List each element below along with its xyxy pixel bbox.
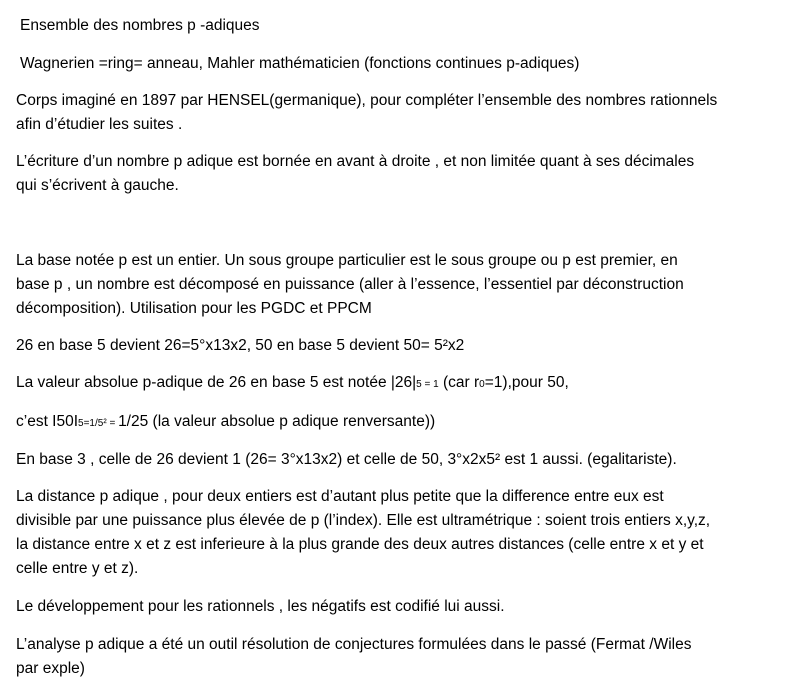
text-line: Corps imaginé en 1897 par HENSEL(germanique), pour compléter l’ensemble des nombres rationnels [16,92,718,109]
abs50-text: c’est I50I [16,413,79,430]
text-line: L’analyse p adique a été un outil résolution de conjectures formulées dans le passé (Fermat /Wiles [16,636,692,653]
abs26-subscript-2: 0 [479,379,485,390]
abs26-text: La valeur absolue p-adique de 26 en base 5 est notée |26| [16,374,417,391]
heading-line: Ensemble des nombres p -adiques [20,17,260,34]
text-line: L’écriture d’un nombre p adique est bornée en avant à droite , et non limitée quant à ses décimales [16,153,695,170]
text-line: 26 en base 5 devient 26=5°x13x2, 50 en base 5 devient 50= 5²x2 [16,337,465,354]
text-line: base p , un nombre est décomposé en puissance (aller à l’essence, l’essentiel par déconstruction [16,276,684,293]
text-line: La distance p adique , pour deux entiers est d’autant plus petite que la difference entre eux est [16,488,664,505]
abs26-after: =1),pour 50, [484,374,569,391]
text-line: Le développement pour les rationnels , les négatifs est codifié lui aussi. [16,598,505,615]
text-line: divisible par une puissance plus élevée de p (l’index). Elle est ultramétrique : soient trois entiers x,y,z, [16,512,711,529]
text-line: En base 3 , celle de 26 devient 1 (26= 3°x13x2) et celle de 50, 3°x2x5² est 1 aussi. (egalitariste). [16,451,677,468]
text-line: Wagnerien =ring= anneau, Mahler mathématicien (fonctions continues p-adiques) [20,55,580,72]
abs26-subscript: 5 = 1 [416,379,439,390]
abs-value-50-line [16,410,435,436]
text-line: afin d’étudier les suites . [16,116,183,133]
text-line: décomposition). Utilisation pour les PGDC et PPCM [16,300,372,317]
text-line: la distance entre x et z est inferieure à la plus grande des deux autres distances (celle entre x et y et [16,536,704,553]
text-line: celle entre y et z). [16,560,139,577]
text-line: La base notée p est un entier. Un sous groupe particulier est le sous groupe ou p est premier, en [16,252,678,269]
text-line: par exple) [16,660,85,677]
abs26-mid: (car r [438,374,480,391]
abs50-subscript: 5=1/5² = [78,418,119,429]
abs50-after: 1/25 (la valeur absolue p adique renversante)) [118,413,436,430]
abs-value-26-line [16,371,569,397]
text-line: qui s’écrivent à gauche. [16,177,179,194]
